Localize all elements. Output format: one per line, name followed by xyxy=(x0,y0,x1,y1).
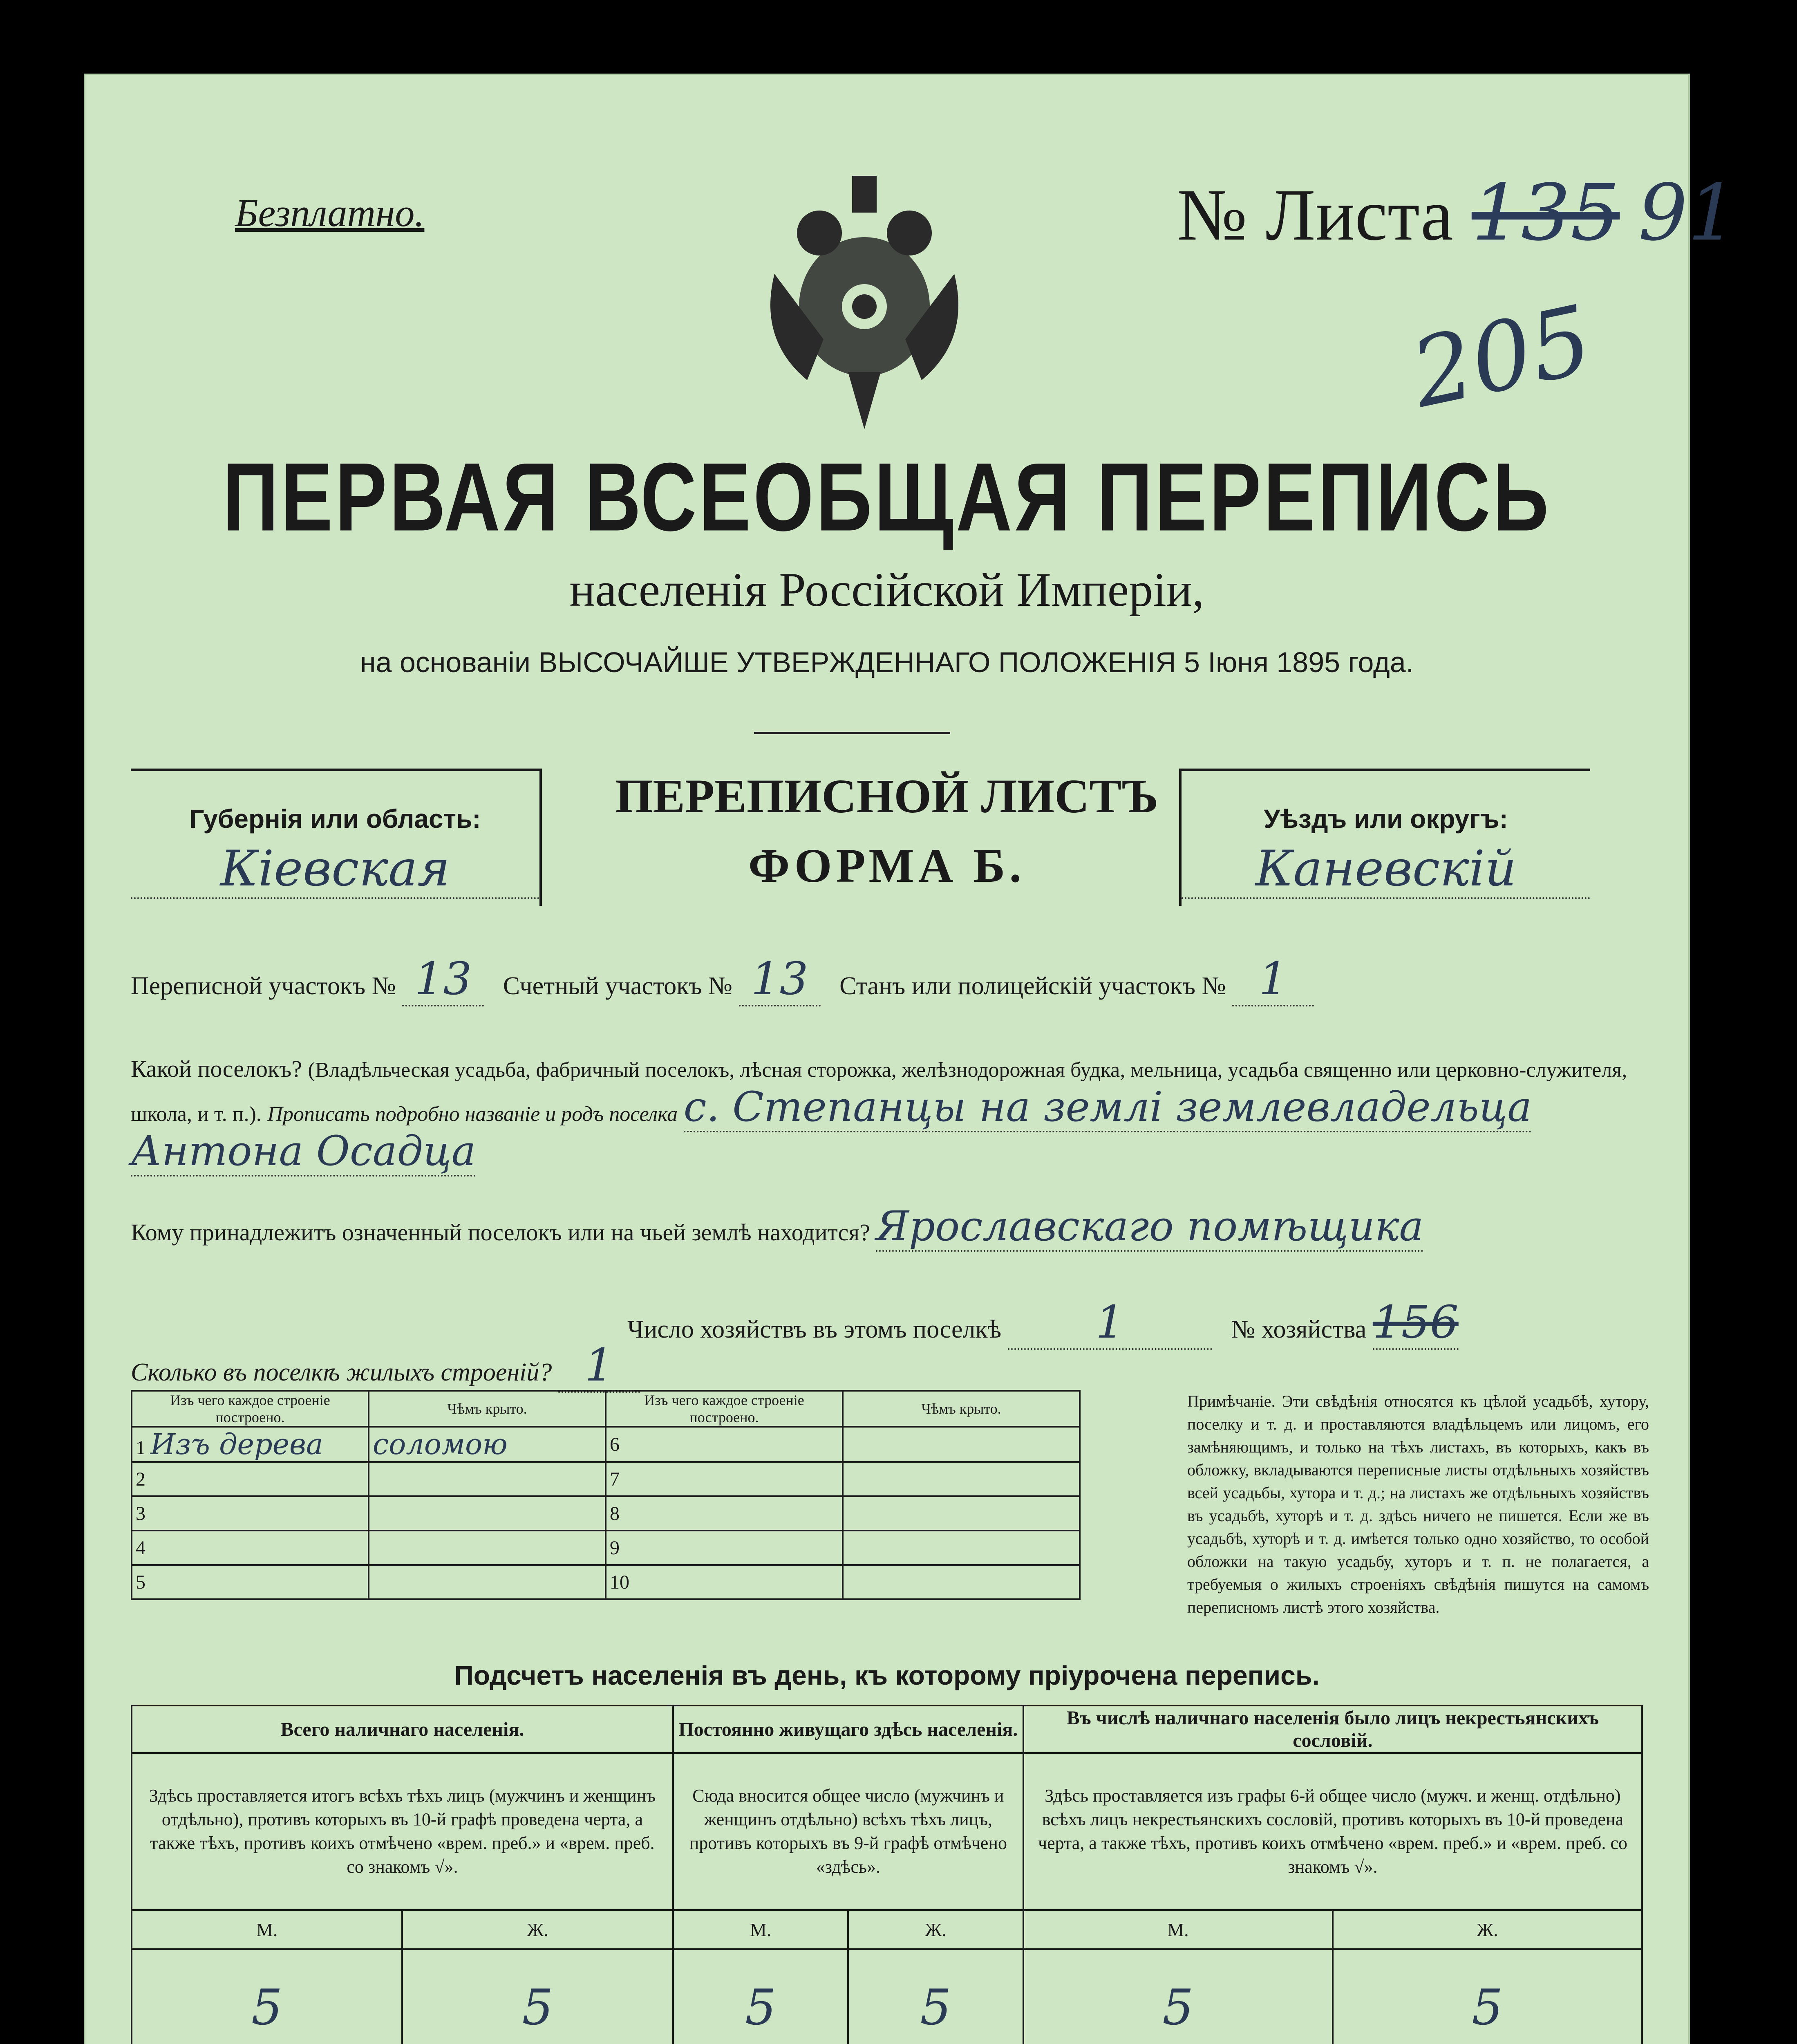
nonpeasant-male-value: 5 xyxy=(1023,1949,1333,2044)
population-table xyxy=(131,1705,1643,2044)
col-permanent-desc: Сюда вносится общее число (мужчинъ и женщинъ отдѣльно) всѣхъ тѣхъ лицъ, противъ которыхъ въ 9-й графѣ отмѣчено «здѣсь». xyxy=(673,1753,1023,1910)
table-row xyxy=(132,1496,1080,1531)
uezd-label: Уѣздъ или округъ: xyxy=(1264,804,1508,834)
stan-label: Станъ или полицейскій участокъ № xyxy=(839,972,1226,1000)
settlement-instruction: Прописать подробно названіе и родъ поселка xyxy=(267,1103,678,1126)
row-number: 1 xyxy=(136,1437,145,1459)
row-number: 6 xyxy=(606,1427,843,1462)
buildings-value: 1 xyxy=(558,1339,640,1393)
roof-cell xyxy=(369,1565,606,1599)
roof-value: соломою xyxy=(369,1427,606,1462)
settlement-hint: (Владѣльческая усадьба, фабричный поселокъ, лѣсная сторожка, желѣзнодорожная будка, мельница, усадьба священно или церковно-служителя, школа, и т. п.). xyxy=(131,1058,1627,1126)
col-roof-left: Чѣмъ крыто. xyxy=(369,1391,606,1427)
stan-value: 1 xyxy=(1232,953,1314,1006)
buildings-label: Сколько въ поселкѣ жилыхъ строеній? xyxy=(131,1358,552,1386)
permanent-male-value: 5 xyxy=(673,1949,848,2044)
row-number: 4 xyxy=(132,1531,369,1565)
census-sheet xyxy=(84,74,1737,2044)
roof-cell xyxy=(369,1496,606,1531)
census-district-value: 13 xyxy=(402,953,484,1006)
households-value: 1 xyxy=(1008,1296,1212,1350)
built-value: Изъ дерева xyxy=(150,1428,323,1461)
uezd-value: Каневскій xyxy=(1182,840,1590,899)
permanent-female-value: 5 xyxy=(848,1949,1023,2044)
households-line xyxy=(627,1296,1459,1350)
double-headed-eagle-icon xyxy=(758,168,971,429)
table-row xyxy=(132,1565,1080,1599)
note: Примѣчаніе. Эти свѣдѣнія относятся къ цѣлой усадьбѣ, хутору, поселку и т. д. и проставляются владѣльцемъ или лицомъ, его замѣняющимъ, и только на тѣхъ листахъ, въ которыхъ, какъ въ обложку, вкладываются переписные листы отдѣльныхъ хозяйствъ всей усадьбы, хутора и т. д.; на листахъ же отдѣльныхъ хозяйствъ въ усадьбѣ, хуторѣ и т. д. здѣсь ничего не пишется. Если же въ усадьбѣ, хуторѣ и т. д. имѣется только одно хозяйство, то особой обложки на такую усадьбу, хуторъ и т. п. не полагается, а требуемыя о жилыхъ строеніяхъ свѣдѣнія пишутся на самомъ переписномъ листѣ этого хозяйства. xyxy=(1187,1392,1649,1616)
male-label: М. xyxy=(132,1910,402,1949)
col-roof-right: Чѣмъ крыто. xyxy=(843,1391,1080,1427)
row-number: 2 xyxy=(132,1462,369,1496)
settlement-value: с. Степанцы на землі землевладельца Антона Осадца xyxy=(131,1083,1532,1177)
margin-number: 205 xyxy=(1403,285,1601,429)
roof-cell xyxy=(843,1531,1080,1565)
census-district-label: Переписной участокъ № xyxy=(131,972,396,1000)
buildings-table xyxy=(131,1390,1081,1600)
gubernia-label: Губернія или область: xyxy=(189,804,481,834)
female-label: Ж. xyxy=(1333,1910,1642,1949)
districts-line xyxy=(131,953,1314,1006)
sheet-number-hand: 91 xyxy=(1638,168,1737,258)
table-row xyxy=(132,1427,1080,1462)
free-label: Безплатно. xyxy=(235,191,425,235)
table-row xyxy=(132,1531,1080,1565)
buildings-line xyxy=(131,1339,640,1393)
form-title: ПЕРЕПИСНОЙ ЛИСТЪ xyxy=(615,769,1159,823)
count-district-value: 13 xyxy=(739,953,821,1006)
settlement-block xyxy=(131,1051,1643,1176)
roof-cell xyxy=(369,1531,606,1565)
col-permanent-title: Постоянно живущаго здѣсь населенія. xyxy=(673,1706,1023,1753)
col-nonpeasant-title: Въ числѣ наличнаго населенія было лицъ некрестьянскихъ сословій. xyxy=(1023,1706,1642,1753)
sheet-number-label: № Листа xyxy=(1177,174,1453,256)
female-label: Ж. xyxy=(402,1910,673,1949)
settlement-question: Какой поселокъ? xyxy=(131,1056,302,1082)
row-number: 5 xyxy=(132,1565,369,1599)
row-number: 9 xyxy=(606,1531,843,1565)
population-title: Подсчетъ населенія въ день, къ которому пріурочена перепись. xyxy=(454,1660,1320,1690)
col-total-desc: Здѣсь проставляется итогъ всѣхъ тѣхъ лицъ (мужчинъ и женщинъ отдѣльно), противъ которыхъ въ 10-й графѣ проведена черта, а также тѣхъ, противъ коихъ отмѣчено «врем. преб.» и «врем. преб. со знакомъ √». xyxy=(132,1753,673,1910)
sheet-number xyxy=(1177,168,1737,258)
owner-block xyxy=(131,1202,1643,1253)
col-built-left: Изъ чего каждое строеніе построено. xyxy=(132,1391,369,1427)
uezd-box xyxy=(1179,769,1590,906)
form-subtitle: ФОРМА Б. xyxy=(748,839,1025,892)
row-number: 7 xyxy=(606,1462,843,1496)
sheet-number-struck: 135 xyxy=(1471,168,1620,258)
household-no-label: № хозяйства xyxy=(1231,1316,1367,1343)
main-title: ПЕРВАЯ ВСЕОБЩАЯ ПЕРЕПИСЬ xyxy=(222,443,1551,551)
roof-cell xyxy=(843,1496,1080,1531)
row-number: 8 xyxy=(606,1496,843,1531)
table-row xyxy=(132,1462,1080,1496)
count-district-label: Счетный участокъ № xyxy=(503,972,733,1000)
col-built-right: Изъ чего каждое строеніе построено. xyxy=(606,1391,843,1427)
male-label: М. xyxy=(673,1910,848,1949)
gubernia-value: Кiевская xyxy=(131,840,539,899)
roof-cell xyxy=(843,1427,1080,1462)
roof-cell xyxy=(843,1565,1080,1599)
household-no-value: 156 xyxy=(1373,1296,1459,1350)
male-label: М. xyxy=(1023,1910,1333,1949)
subtitle: населенія Россійской Имперіи, xyxy=(569,563,1204,616)
row-number: 3 xyxy=(132,1496,369,1531)
legal-basis: на основаніи ВЫСОЧАЙШЕ УТВЕРЖДЕННАГО ПОЛОЖЕНІЯ 5 Іюня 1895 года. xyxy=(360,646,1414,678)
col-total-title: Всего наличнаго населенія. xyxy=(132,1706,673,1753)
row-number: 10 xyxy=(606,1565,843,1599)
nonpeasant-female-value: 5 xyxy=(1333,1949,1642,2044)
col-nonpeasant-desc: Здѣсь проставляется изъ графы 6-й общее число (мужч. и женщ. отдѣльно) всѣхъ лицъ некрестьянскихъ сословій, противъ которыхъ въ 10-й проведена черта, а также тѣхъ, противъ коихъ отмѣчено «врем. преб.» и «врем. преб. со знакомъ √». xyxy=(1023,1753,1642,1910)
total-female-value: 5 xyxy=(402,1949,673,2044)
roof-cell xyxy=(369,1462,606,1496)
divider xyxy=(754,732,950,734)
owner-question: Кому принадлежитъ означенный поселокъ или на чьей землѣ находится? xyxy=(131,1219,870,1246)
households-label: Число хозяйствъ въ этомъ поселкѣ xyxy=(627,1316,1002,1343)
female-label: Ж. xyxy=(848,1910,1023,1949)
roof-cell xyxy=(843,1462,1080,1496)
total-male-value: 5 xyxy=(132,1949,402,2044)
owner-value: Ярославскаго помѣщика xyxy=(876,1202,1423,1252)
